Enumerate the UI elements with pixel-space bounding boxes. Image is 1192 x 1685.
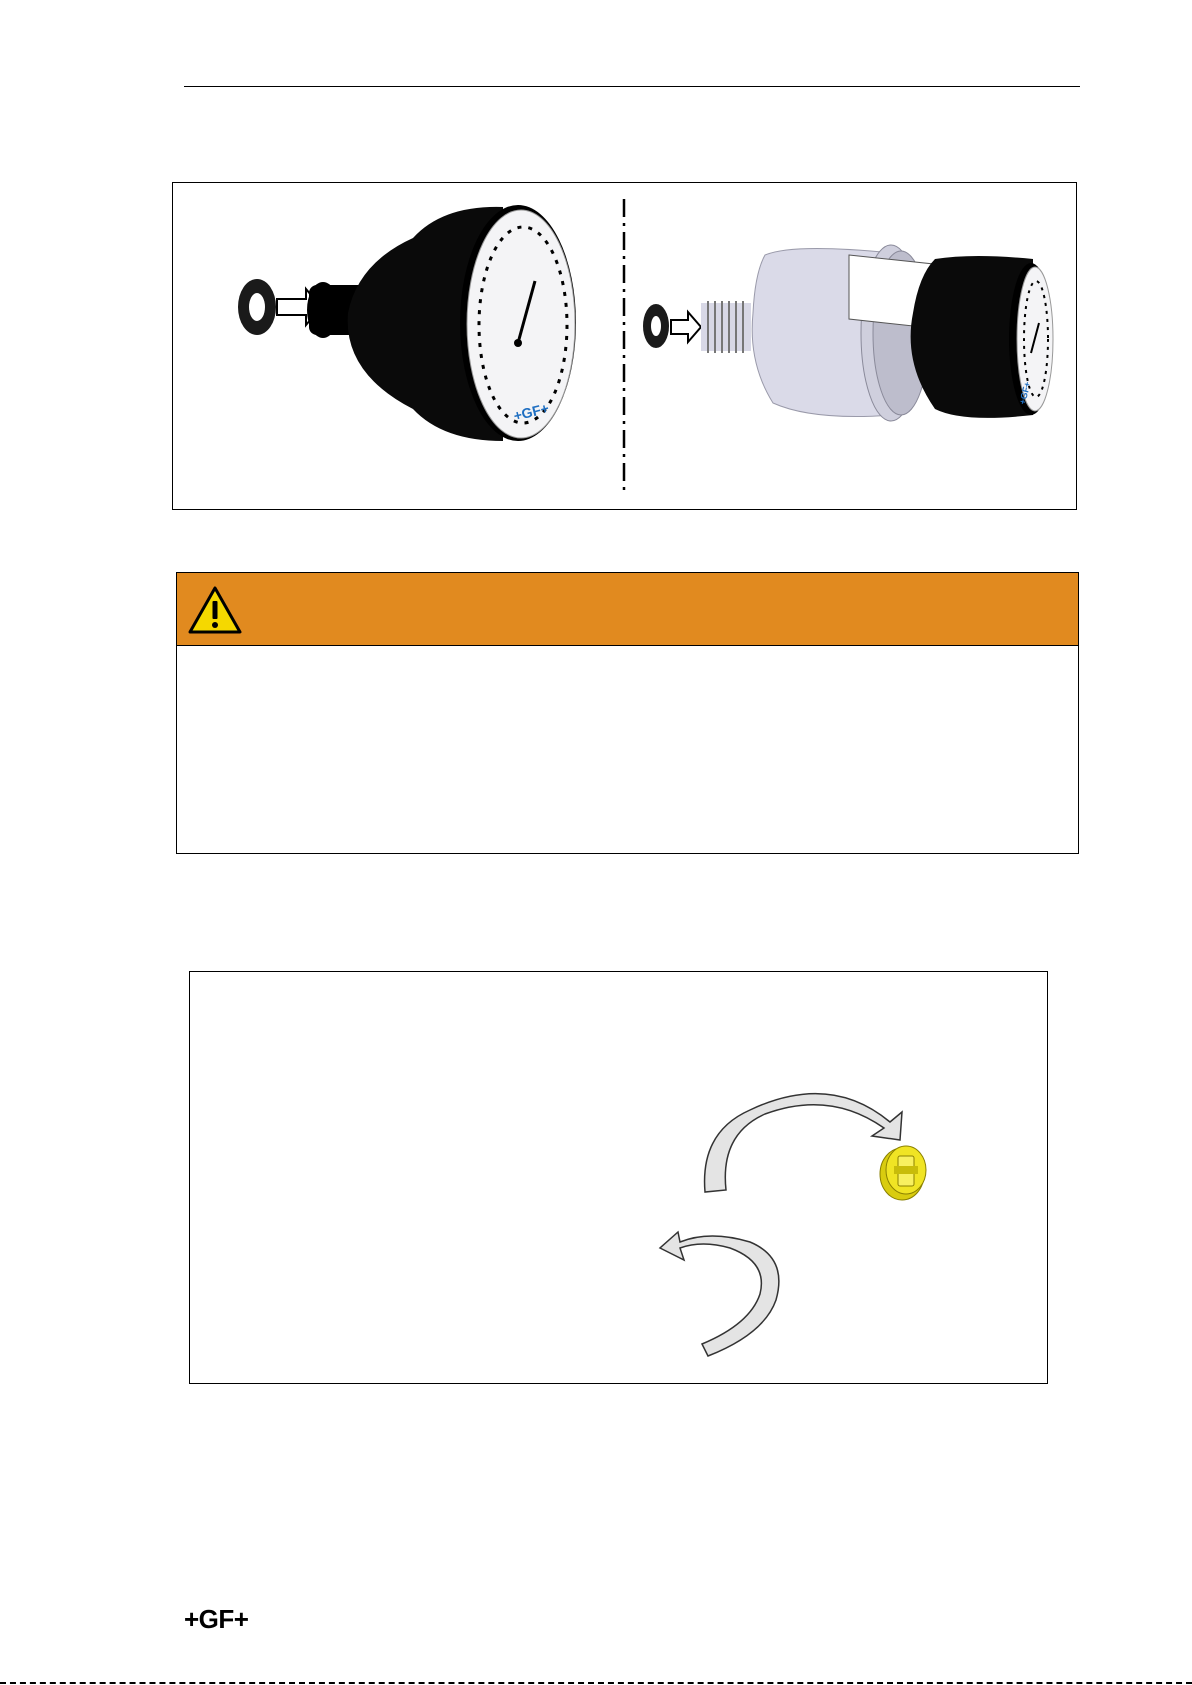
o-ring-left (238, 279, 276, 335)
header-rule (184, 86, 1080, 87)
threaded-adapter (701, 245, 943, 421)
warning-triangle-icon (187, 585, 243, 635)
gauge-logo-right: +GF+ (1017, 380, 1033, 406)
warning-header (177, 573, 1078, 646)
yellow-plug (880, 1146, 926, 1200)
o-ring-right (643, 304, 669, 348)
pressure-gauge-left (307, 205, 576, 441)
warning-body (177, 646, 1078, 853)
plug-rotation-illustration (190, 972, 1046, 1382)
pressure-gauge-right (911, 256, 1053, 418)
brand-logo: +GF+ (184, 1604, 249, 1634)
gauge-logo-left: +GF+ (511, 399, 551, 424)
plug-rotation-figure (189, 971, 1048, 1384)
warning-box (176, 572, 1079, 854)
footer-rule (0, 1682, 1192, 1684)
gauge-assembly-illustration (173, 183, 1075, 508)
insert-arrow-right (671, 312, 701, 342)
rotate-clockwise-arrow (705, 1094, 902, 1192)
rotate-counterclockwise-arrow (660, 1232, 779, 1356)
gauge-assembly-figure (172, 182, 1077, 510)
